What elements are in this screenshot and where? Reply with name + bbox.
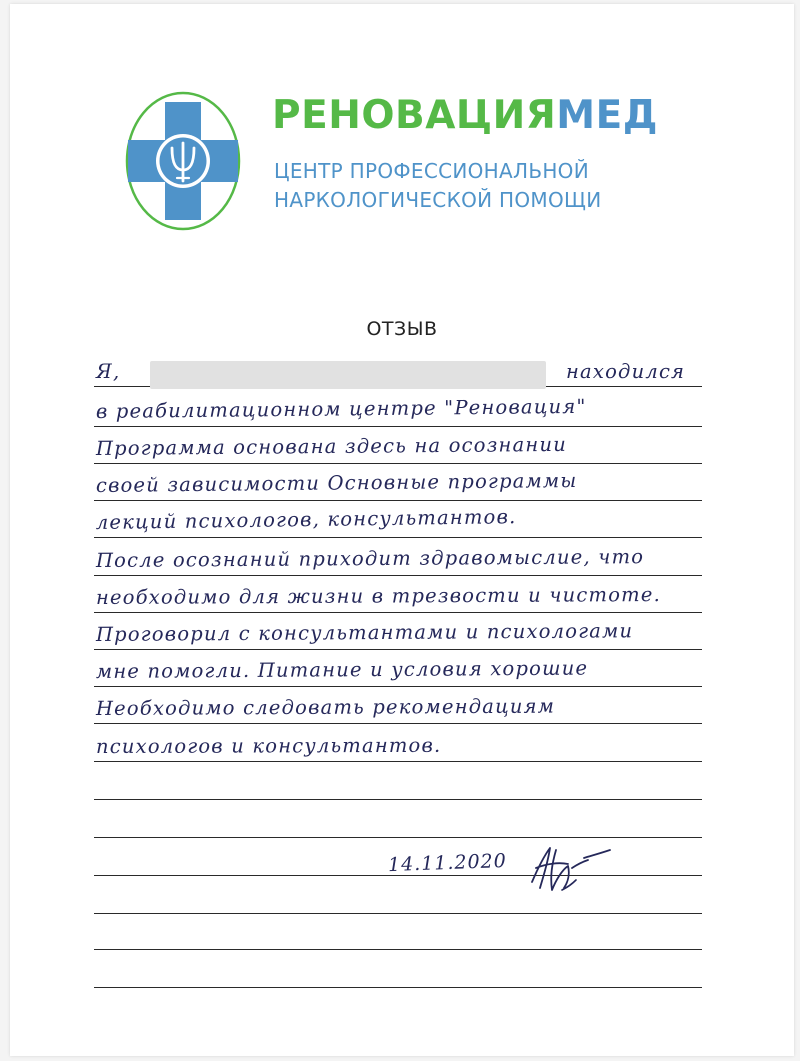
ruled-line xyxy=(94,500,702,501)
handwritten-line-7: необходимо для жизни в трезвости и чистоте. xyxy=(95,583,662,609)
handwritten-line-4: своей зависимости Основные программы xyxy=(95,468,578,497)
brand-name-part2: МЕД xyxy=(556,93,658,138)
ruled-line xyxy=(94,426,702,427)
handwritten-line-6: После осознаний приходит здравомыслие, что xyxy=(95,545,645,572)
handwritten-line-8: Проговорил с консультантами и психологами xyxy=(95,619,634,646)
ruled-line xyxy=(94,913,702,914)
psi-medical-cross-icon xyxy=(124,90,242,232)
document-title: ОТЗЫВ xyxy=(366,318,438,340)
handwritten-line-3: Программа основана здесь на осознании xyxy=(95,432,568,460)
ruled-line xyxy=(94,761,702,762)
handwritten-line-11: психологов и консультантов. xyxy=(95,733,442,758)
redacted-name-block xyxy=(150,361,546,389)
ruled-line xyxy=(94,987,702,988)
brand-logo-text xyxy=(272,93,658,138)
ruled-line xyxy=(94,649,702,650)
handwritten-line-9: мне помогли. Питание и условия хорошие xyxy=(95,656,589,683)
ruled-line xyxy=(94,949,702,950)
handwritten-line-2: в реабилитационном центре "Реновация" xyxy=(95,394,587,423)
ruled-line xyxy=(94,723,702,724)
ruled-line xyxy=(94,463,702,464)
handwritten-signature-icon xyxy=(518,838,622,900)
handwritten-line-10: Необходимо следовать рекомендациям xyxy=(95,694,556,720)
signature-date: 14.11.2020 xyxy=(387,849,508,877)
brand-name-part1: РЕНОВАЦИЯ xyxy=(272,93,557,138)
ruled-line xyxy=(94,575,702,576)
handwritten-line-5: лекций психологов, консультантов. xyxy=(95,505,517,534)
subtitle-line-2: НАРКОЛОГИЧЕСКОЙ ПОМОЩИ xyxy=(274,188,602,212)
ruled-line xyxy=(94,537,702,538)
review-document-page xyxy=(10,4,794,1056)
subtitle-line-1: ЦЕНТР ПРОФЕССИОНАЛЬНОЙ xyxy=(274,159,589,183)
ruled-line xyxy=(94,686,702,687)
handwritten-line-1: Я, находился xyxy=(96,360,686,383)
ruled-line xyxy=(94,799,702,800)
brand-subtitle xyxy=(274,157,601,215)
ruled-line xyxy=(94,612,702,613)
